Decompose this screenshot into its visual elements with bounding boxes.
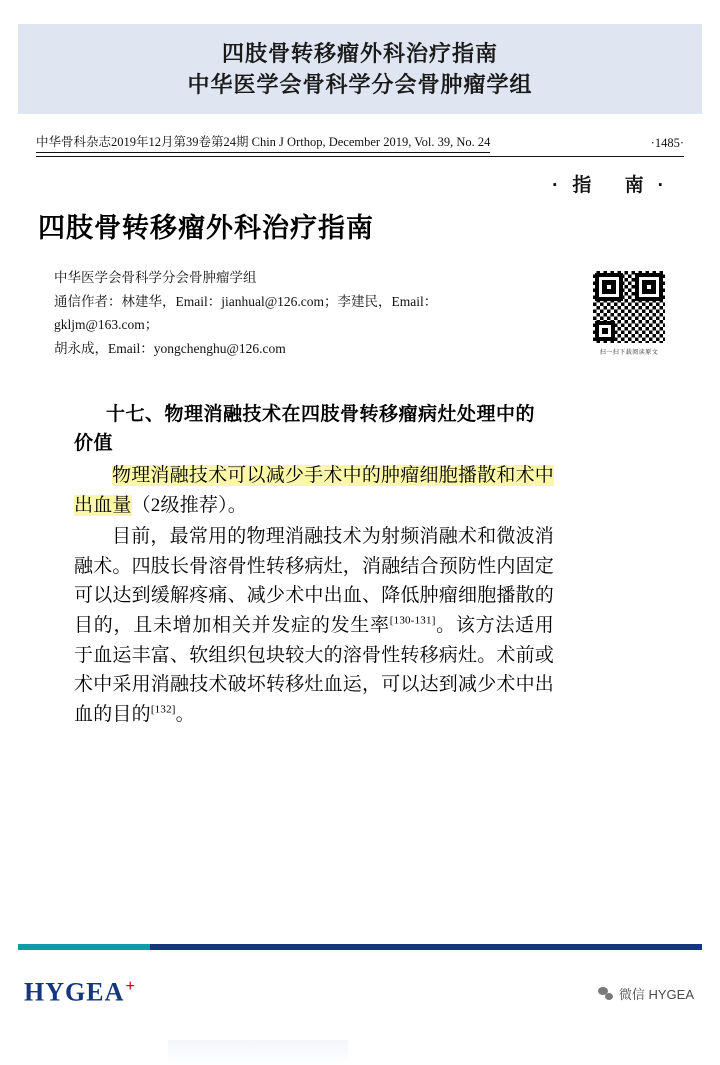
- footer-color-bars: [18, 944, 702, 950]
- affiliation: 中华医学会骨科学分会骨肿瘤学组: [54, 270, 257, 285]
- journal-citation: 中华骨科杂志2019年12月第39卷第24期 Chin J Orthop, December 2019, Vol. 39, No. 24: [36, 132, 490, 153]
- body-text-part-3: 。: [175, 703, 195, 725]
- author-block: [54, 266, 484, 361]
- banner-title-line-1: 四肢骨转移瘤外科治疗指南: [221, 40, 498, 66]
- banner-title-line-2: 中华医学会骨科学分会骨肿瘤学组: [187, 72, 533, 97]
- body-text-part-1: 目前，最常用的物理消融技术为射频消融术和微波消融术。四肢长骨溶骨性转移病灶，消融结合预防性内固定可以达到缓解疼痛、减少术中出血、降低肿瘤细胞播散的目的，且未增加相关并发症的发生率: [74, 526, 555, 636]
- qr-caption: 扫一扫下载阅读原文: [599, 350, 659, 356]
- body-text-part-2: 。该方法适用于血运丰富、软组织包块较大的溶骨性转移病灶。术前或术中采用消融技术破坏转移灶血运，可以达到减少术中出血的目的: [74, 615, 555, 725]
- wechat-account-label: 微信 HYGEA: [618, 987, 694, 1002]
- brand-logo-text: HYGEA: [24, 977, 125, 1007]
- footer: [0, 960, 720, 1040]
- qr-finder-bottom-left: [595, 321, 615, 341]
- document-page: [18, 120, 702, 940]
- body-paragraph: [74, 522, 554, 729]
- section-kind-label: ·指 南·: [552, 175, 678, 196]
- highlighted-recommendation: 物理消融技术可以减少手术中的肿瘤细胞播散和术中出血量: [74, 464, 554, 516]
- corresponding-author-line-2: 胡永成，Email：yongchenghu@126.com: [54, 340, 286, 356]
- wechat-account[interactable]: [598, 984, 694, 1003]
- footer-bar-navy: [150, 944, 702, 950]
- brand-logo: [24, 976, 136, 1008]
- wechat-icon: [598, 987, 613, 1000]
- article-body: [74, 400, 554, 730]
- reference-marker-132: [132]: [150, 703, 176, 716]
- recommendation-paragraph: [74, 461, 554, 520]
- running-head: [36, 132, 684, 153]
- page-title: 四肢骨转移瘤外科治疗指南: [38, 213, 374, 243]
- recommendation-grade: （2级推荐）。: [131, 494, 248, 516]
- qr-code-block[interactable]: [592, 270, 666, 356]
- cross-icon: +: [125, 976, 137, 995]
- footer-bar-teal: [18, 944, 150, 950]
- reference-marker-130-131: [130-131]: [389, 614, 436, 627]
- qr-code-icon[interactable]: [592, 270, 666, 344]
- page-number: ·1485·: [650, 136, 684, 150]
- section-heading: 十七、物理消融技术在四肢骨转移瘤病灶处理中的价值: [74, 404, 536, 455]
- header-banner: [18, 24, 702, 114]
- header-rule: [36, 156, 684, 157]
- corresponding-author-line-1: 通信作者：林建华，Email：jianhual@126.com；李建民，Email：gkljm@163.com；: [54, 293, 438, 333]
